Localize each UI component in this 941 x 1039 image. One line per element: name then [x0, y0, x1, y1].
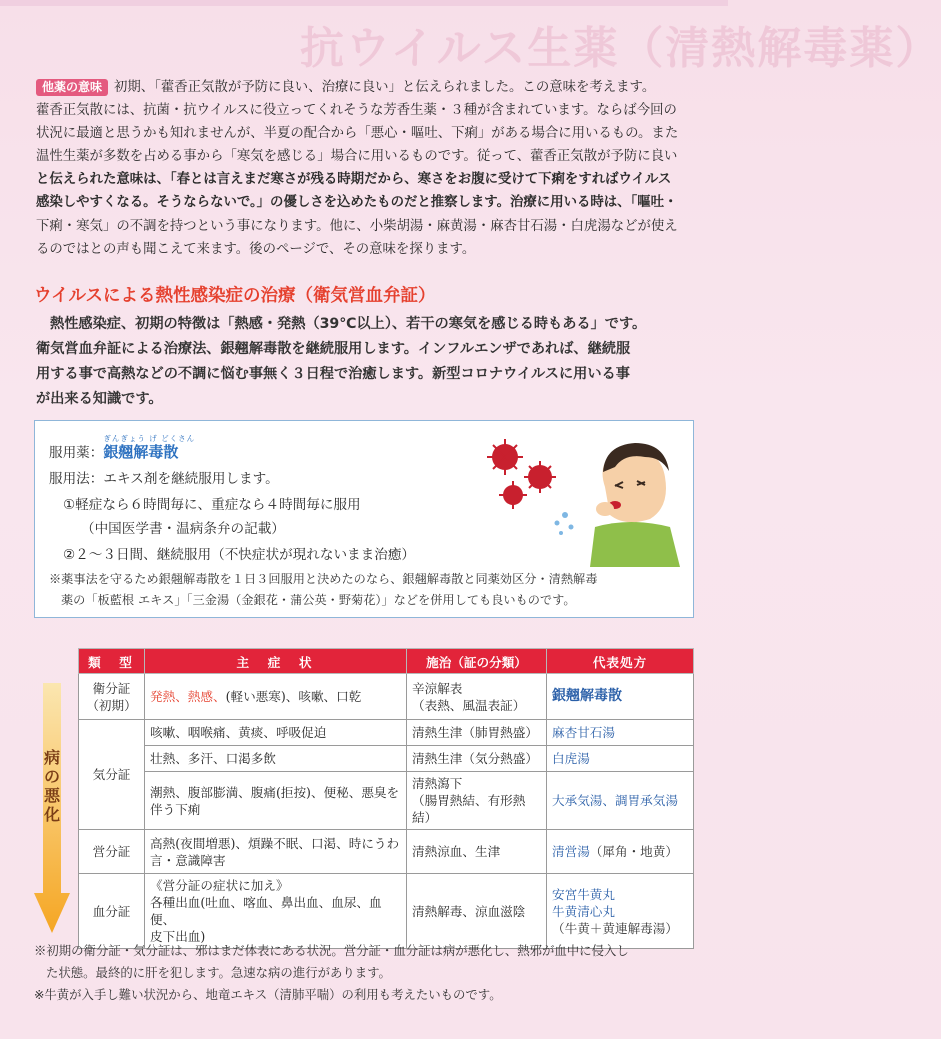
symptom-cell: 発熱、熱感、(軽い悪寒)、咳嗽、口乾 — [145, 674, 407, 720]
treatment-paragraph — [36, 312, 698, 412]
treatment-cell: 清熱生津（肺胃熱盛） — [407, 720, 547, 746]
para2-line: 用する事で高熱などの不調に悩む事無く３日程で治癒します。新型コロナウイルスに用いる事 — [36, 366, 630, 382]
prescription-cell: 麻杏甘石湯 — [547, 720, 694, 746]
para2-line: 衛気営血弁証による治療法、銀翹解毒散を継続服用します。インフルエンザであれば、継続服 — [36, 341, 631, 357]
type-cell: 衛分証 （初期） — [79, 674, 145, 720]
sick-person-coughing-virus-icon — [465, 427, 695, 567]
treatment-cell: 清熱瀉下 （腸胃熱結、有形熱結） — [407, 772, 547, 830]
table-row — [79, 874, 694, 949]
para2-line: 熱性感染症、初期の特徴は「熱感・発熱（39℃以上）、若干の寒気を感じる時もある」です。 — [50, 316, 647, 332]
drug-ruby: ぎんぎょう げ どくさん — [103, 434, 196, 443]
table-header-row — [79, 649, 694, 674]
treatment-cell: 清熱涼血、生津 — [407, 830, 547, 874]
para1-line: と伝えられた意味は、「春とは言えまだ寒さが残る時期だから、寒さをお腹に受けて下痢をすればウイルス — [36, 171, 672, 188]
dosage-item-1: ①軽症なら６時間毎に、重症なら４時間毎に服用 — [63, 497, 361, 513]
drug-label: 服用薬： — [49, 445, 104, 461]
table-row — [79, 772, 694, 830]
para1-line: 下痢・寒気」の不調を持つという事になります。他に、小柴胡湯・麻黄湯・麻杏甘石湯・白虎湯などが使え — [36, 218, 678, 234]
para1-line: 藿香正気散には、抗菌・抗ウイルスに役立ってくれそうな芳香生薬・３種が含まれています。ならば今回の — [36, 103, 677, 119]
dosage-item-1-source: （中国医学書・温病条弁の記載） — [81, 521, 285, 537]
col-header-prescription: 代表処方 — [547, 649, 694, 674]
footnote-line: た状態。最終的に肝を犯します。急速な病の進行があります。 — [46, 965, 391, 980]
prescription-cell: 白虎湯 — [547, 746, 694, 772]
treatment-cell: 清熱生津（気分熱盛） — [407, 746, 547, 772]
footnote-line: ※牛黄が入手し難い状況から、地竜エキス（清肺平喘）の利用も考えたいものです。 — [34, 987, 502, 1002]
col-header-type: 類 型 — [79, 649, 145, 674]
section-tag: 他薬の意味 — [36, 79, 108, 96]
header-ribbon — [0, 0, 728, 6]
drug-row — [49, 434, 196, 462]
treatment-cell: 清熱解毒、涼血滋陰 — [407, 874, 547, 949]
symptom-cell: 《営分証の症状に加え》 各種出血(吐血、喀血、鼻出血、血尿、血便、 皮下出血) — [145, 874, 407, 949]
dosage-info-box — [34, 420, 694, 618]
disease-worsening-label: 病の悪化 — [43, 748, 60, 824]
para1-line: るのではとの声も聞こえて来ます。後のページで、その意味を探ります。 — [36, 241, 476, 257]
note-line: 薬の「板藍根 エキス」「三金湯（金銀花・蒲公英・野菊花）」などを併用しても良いものです。 — [61, 593, 576, 607]
note-line: ※薬事法を守るため銀翹解毒散を１日３回服用と決めたのなら、銀翹解毒散と同薬効区分・清熱解毒 — [49, 572, 598, 586]
other-medicine-meaning-paragraph — [36, 76, 698, 261]
symptom-cell: 咳嗽、咽喉痛、黄痰、呼吸促迫 — [145, 720, 407, 746]
prescription-cell: 安宮牛黄丸 牛黄清心丸 （牛黄＋黄連解毒湯） — [547, 874, 694, 949]
dosage-item-2: ②２～３日間、継続服用（不快症状が現れないまま治癒） — [63, 547, 416, 563]
symptom-cell: 壮熱、多汗、口渇多飲 — [145, 746, 407, 772]
symptom-cell: 高熱(夜間増悪)、煩躁不眠、口渇、時にうわ 言・意識障害 — [145, 830, 407, 874]
drug-name: ぎんぎょう げ どくさん 銀翹解毒散 — [103, 434, 196, 461]
col-header-symptoms: 主 症 状 — [145, 649, 407, 674]
footnote-line: ※初期の衛分証・気分証は、邪はまだ体表にある状況。営分証・血分証は病が悪化し、熱邪が血中に侵入し — [34, 943, 629, 958]
page-header-decoration — [0, 0, 941, 74]
method-label: 服用法：エキス剤を継続服用します。 — [49, 471, 279, 487]
symptom-cell: 潮熱、腹部膨満、腹痛(拒按)、便秘、悪臭を 伴う下痢 — [145, 772, 407, 830]
disease-progression-arrow — [34, 683, 70, 933]
type-cell: 気分証 — [79, 720, 145, 830]
dosage-note — [49, 569, 683, 611]
table-row — [79, 674, 694, 720]
para1-line: 温性生薬が多数を占める事から「寒気を感じる」場合に用いるものです。従って、藿香正気散が予防に良い — [36, 149, 678, 165]
footnotes — [34, 940, 698, 1006]
table-row — [79, 830, 694, 874]
table-row — [79, 720, 694, 746]
type-cell: 営分証 — [79, 830, 145, 874]
col-header-treatment: 施治（証の分類） — [407, 649, 547, 674]
faded-page-title: 抗ウイルス生薬（清熱解毒薬） — [300, 23, 941, 74]
para1-line: 状況に最適と思うかも知れませんが、半夏の配合から「悪心・嘔吐、下痢」がある場合に用いるもの。また — [36, 126, 679, 142]
treatment-cell: 辛涼解表 （表熱、風温表証） — [407, 674, 547, 720]
syndrome-treatment-table — [78, 648, 694, 949]
prescription-cell: 大承気湯、調胃承気湯 — [547, 772, 694, 830]
para1-line: 初期、「藿香正気散が予防に良い、治療に良い」と伝えられました。この意味を考えます。 — [114, 80, 656, 95]
prescription-cell: 銀翹解毒散 — [547, 674, 694, 720]
type-cell: 血分証 — [79, 874, 145, 949]
prescription-cell: 清営湯（犀角・地黄） — [547, 830, 694, 874]
para2-line: が出来る知識です。 — [36, 391, 163, 407]
section-heading: ウイルスによる熱性感染症の治療（衛気営血弁証） — [34, 286, 436, 306]
para1-line: 感染しやすくなる。そうならないで。」の優しさを込めたものだと推察します。治療に用いる時は、「嘔吐・ — [36, 194, 678, 211]
table-row — [79, 746, 694, 772]
